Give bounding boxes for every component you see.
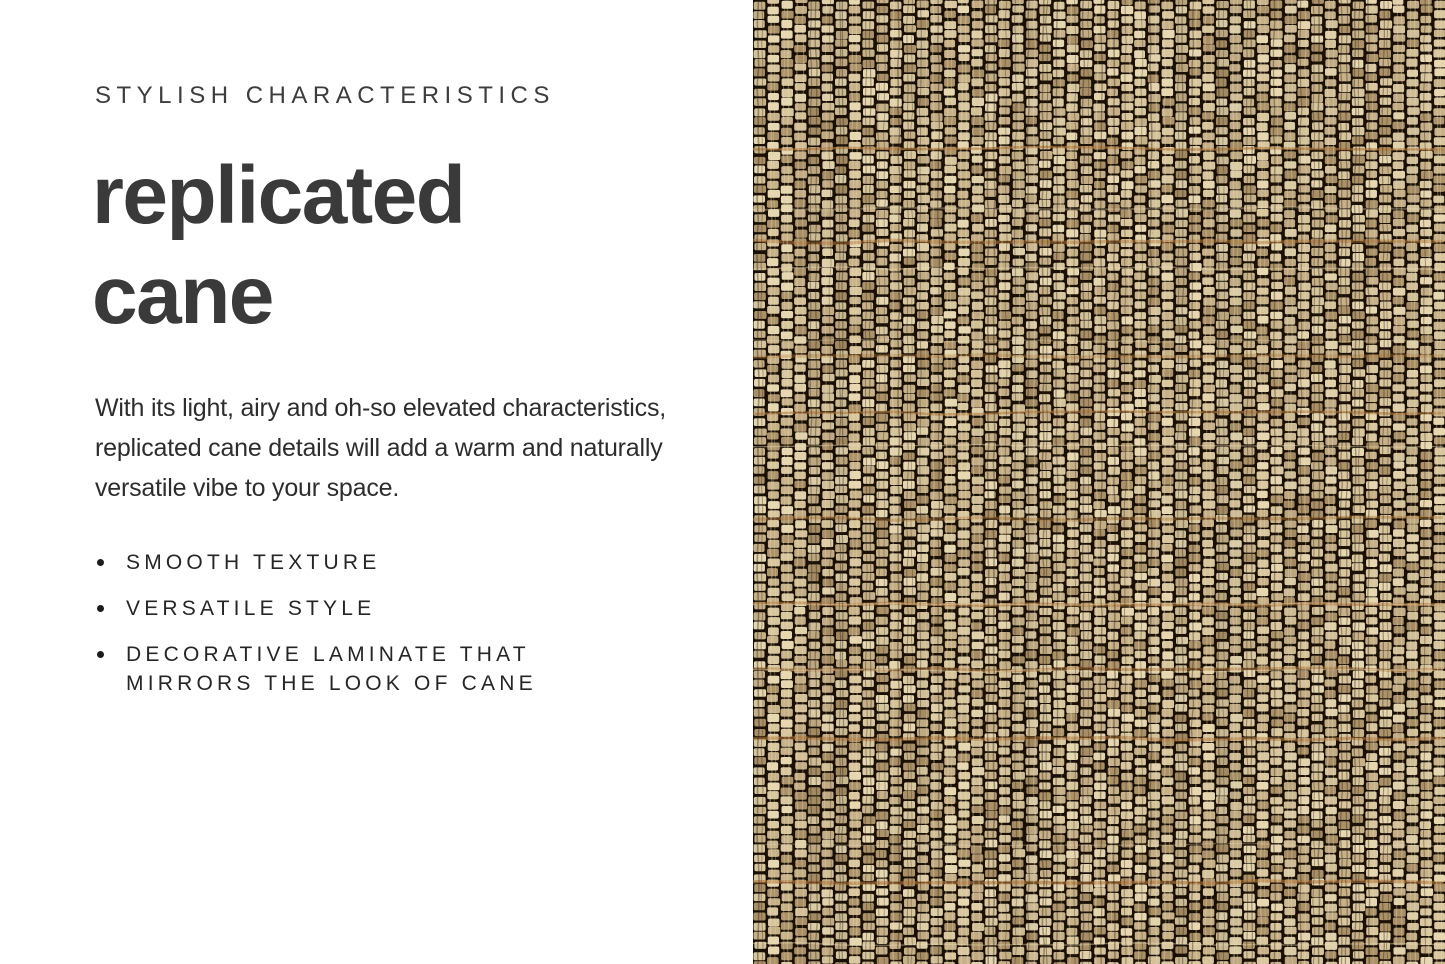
description-paragraph: With its light, airy and oh-so elevated characteristics, replicated cane details will add a warm and naturally versatile vibe to your space.: [95, 394, 666, 502]
feature-list: [95, 548, 753, 698]
eyebrow-heading: STYLISH CHARACTERISTICS: [95, 82, 555, 109]
feature-item-label: VERSATILE STYLE: [126, 597, 376, 620]
feature-item: [95, 640, 596, 698]
feature-item-label: DECORATIVE LAMINATE THAT MIRRORS THE LOOK OF CANE: [126, 643, 537, 695]
texture-panel: [753, 0, 1445, 964]
cane-texture-image: [753, 0, 1445, 964]
feature-item: [95, 548, 596, 577]
feature-item: [95, 594, 596, 623]
page-title: replicated cane: [92, 150, 465, 341]
feature-item-label: SMOOTH TEXTURE: [126, 551, 381, 574]
